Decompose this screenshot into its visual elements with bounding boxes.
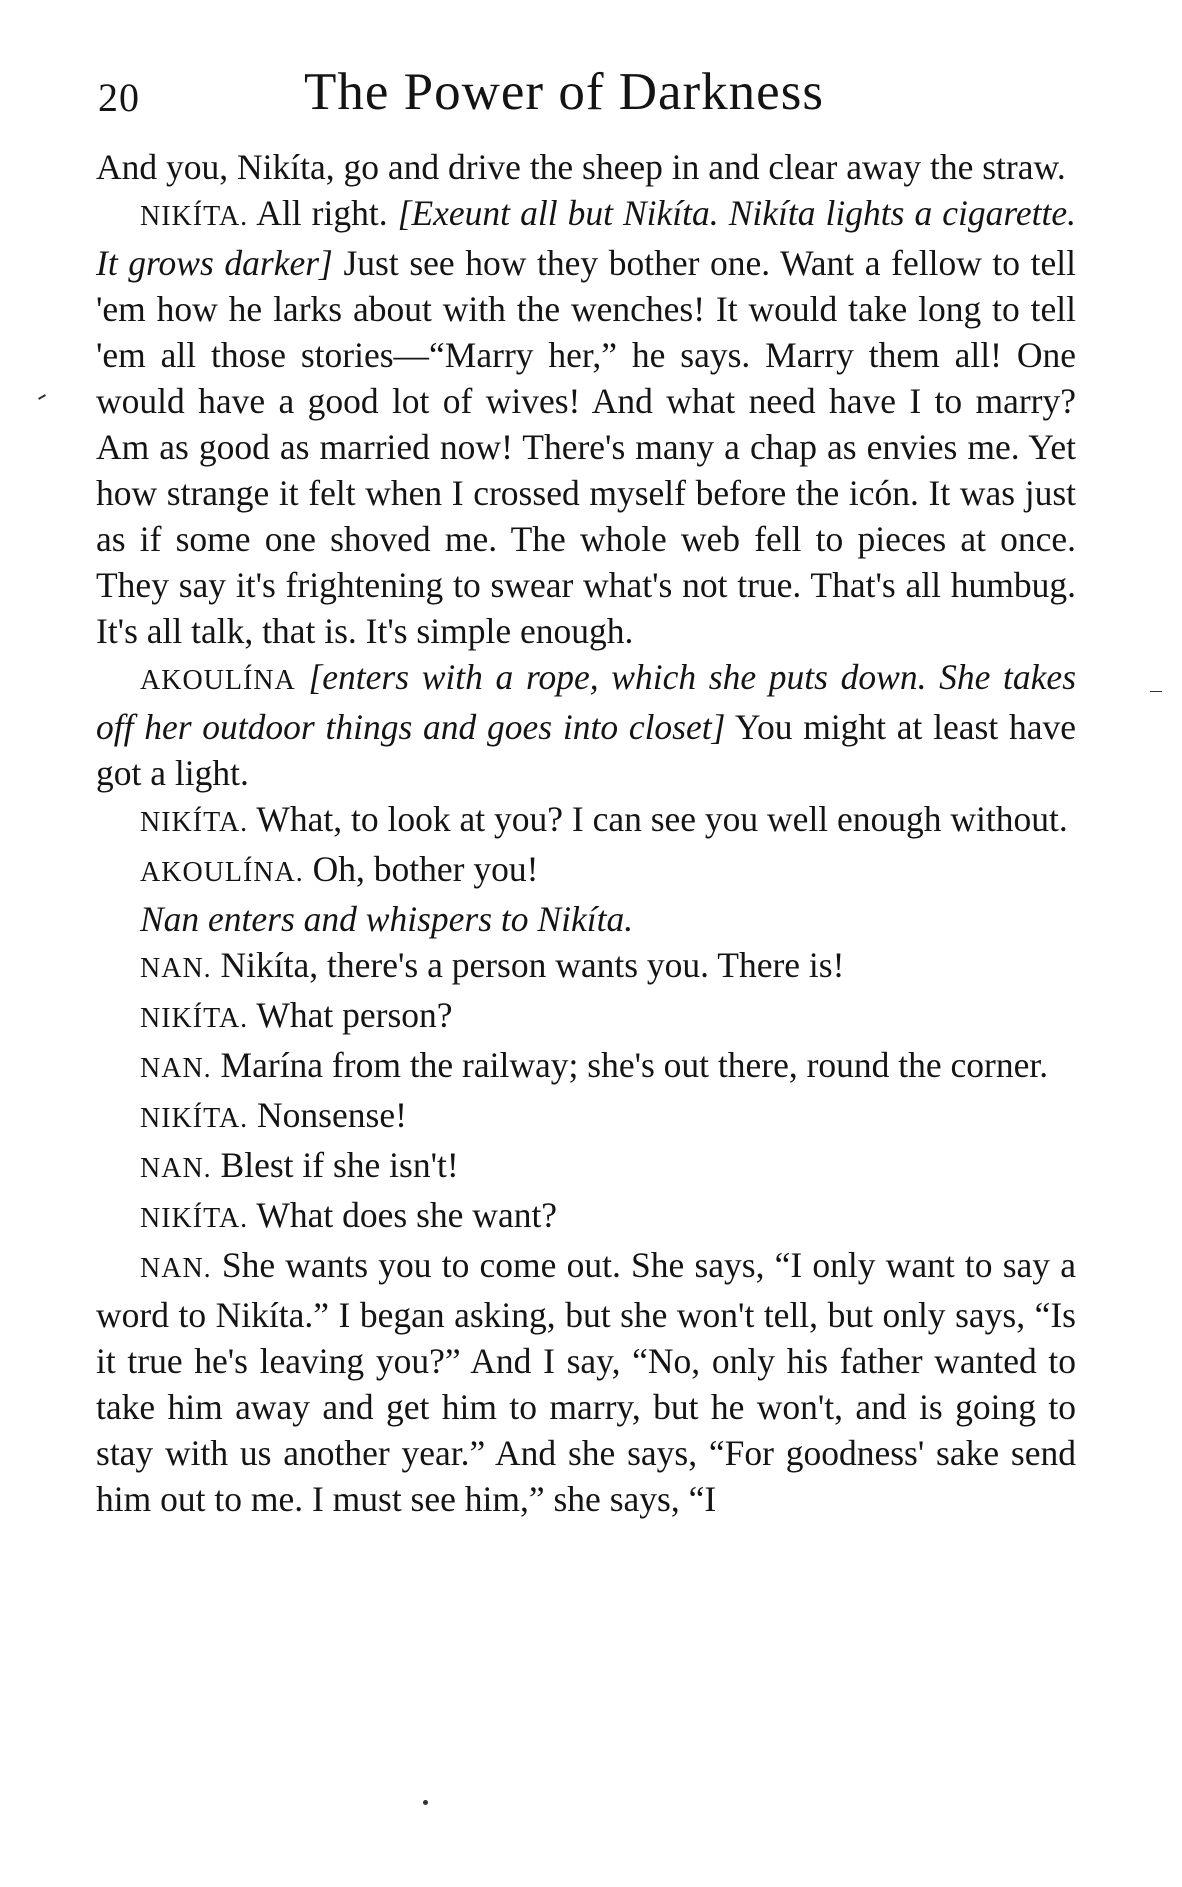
margin-mark (38, 394, 46, 400)
page-header (96, 52, 1076, 144)
speaker-name: NIKÍTA. (140, 1203, 249, 1234)
speaker-name: NAN. (140, 1053, 212, 1084)
speaker-name: NAN. (140, 1253, 212, 1284)
speech-text: What person? (256, 995, 453, 1035)
paragraph (96, 144, 1076, 190)
speech-text: Nonsense! (257, 1095, 407, 1135)
dialogue-nan (96, 1242, 1076, 1522)
page-body (96, 144, 1076, 1522)
speech-text: All right. (256, 193, 388, 233)
speaker-name: NIKÍTA. (140, 201, 249, 232)
speech-text: What, to look at you? I can see you well enough without. (256, 799, 1068, 839)
running-title: The Power of Darkness (304, 63, 824, 121)
speech-text: Just see how they bother one. Want a fellow to tell 'em how he larks about with the wenches! It would take long to tell 'em all those stories—“Marry her,” he says. Marry them all! One would have a good lot of wives! And what need have I to marry? Am as good as married now! There's many a chap as envies me. Yet how strange it felt when I crossed myself before the icón. It was just as if some one shoved me. The whole web fell to pieces at once. They say it's frightening to swear what's not true. That's all humbug. It's all talk, that is. It's simple enough. (96, 243, 1077, 651)
speech-text: Oh, bother you! (312, 849, 539, 889)
ink-dot (423, 1800, 428, 1805)
stage-direction-line (96, 896, 1076, 942)
dialogue-nan (96, 1042, 1076, 1092)
speaker-name: NAN. (140, 1153, 212, 1184)
speaker-name: NIKÍTA. (140, 1103, 249, 1134)
stage-direction: [enters with a rope, which she puts down. She takes off her outdoor things and goes into closet] (96, 657, 1077, 747)
dialogue-nikita (96, 190, 1076, 654)
dialogue-nikita (96, 796, 1076, 846)
stage-direction: Nan enters and whispers to Nikíta. (140, 899, 634, 939)
margin-mark (1150, 691, 1162, 692)
dialogue-nan (96, 1142, 1076, 1192)
speech-text: And you, Nikíta, go and drive the sheep in and clear away the straw. (96, 147, 1066, 187)
dialogue-nan (96, 942, 1076, 992)
speech-text: What does she want? (256, 1195, 558, 1235)
speaker-name: NAN. (140, 953, 212, 984)
speech-text: She wants you to come out. She says, “I only want to say a word to Nikíta.” I began asking, but she won't tell, but only says, “Is it true he's leaving you?” And I say, “No, only his father wanted to take him away and get him to marry, but he won't, and is going to stay with us another year.” And she says, “For goodness' sake send him out to me. I must see him,” she says, “I (96, 1245, 1076, 1519)
dialogue-akoulina (96, 846, 1076, 896)
page-number: 20 (98, 75, 140, 120)
dialogue-akoulina (96, 654, 1076, 796)
speech-text: You might at least have got a light. (96, 707, 1076, 793)
speech-text: Blest if she isn't! (220, 1145, 459, 1185)
speech-text: Nikíta, there's a person wants you. There is! (220, 945, 845, 985)
speech-text: Marína from the railway; she's out there, round the corner. (220, 1045, 1049, 1085)
speaker-name: AKOULÍNA (140, 665, 296, 696)
speaker-name: AKOULÍNA. (140, 857, 304, 888)
book-page (96, 52, 1076, 1522)
dialogue-nikita (96, 992, 1076, 1042)
speaker-name: NIKÍTA. (140, 807, 249, 838)
speaker-name: NIKÍTA. (140, 1003, 249, 1034)
dialogue-nikita (96, 1192, 1076, 1242)
dialogue-nikita (96, 1092, 1076, 1142)
stage-direction: [Exeunt all but Nikíta. Nikíta lights a cigarette. It grows darker] (96, 193, 1076, 283)
